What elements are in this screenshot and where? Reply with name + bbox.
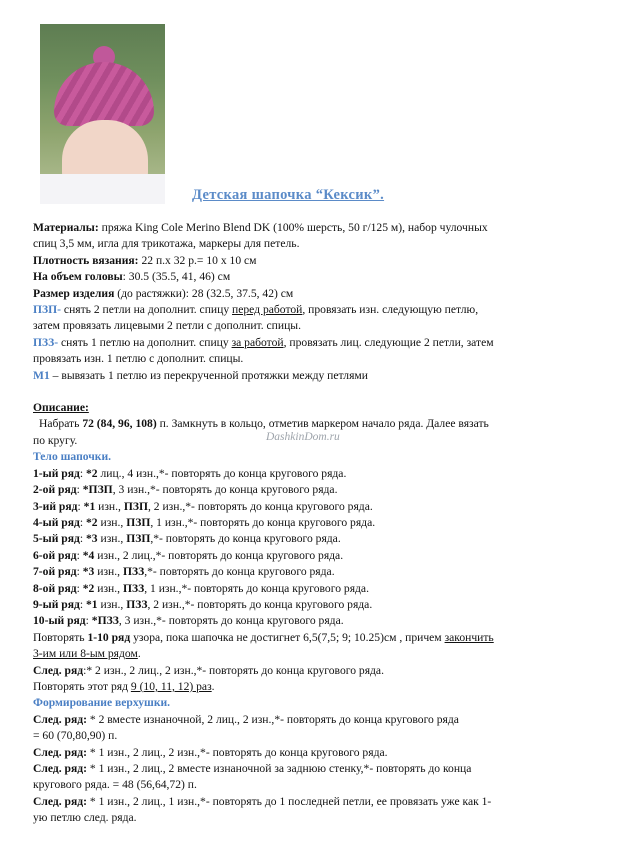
repeat-underline: закончить bbox=[444, 630, 494, 644]
head-text: : 30.5 (35.5, 41, 46) см bbox=[122, 270, 231, 284]
cast-count: 72 (84, 96, 108) bbox=[82, 417, 157, 431]
repeat-times-count: 9 (10, 11, 12) раз bbox=[130, 679, 212, 693]
pattern-text: : bbox=[79, 597, 86, 611]
pattern-stitch: *3 bbox=[82, 565, 95, 579]
pzp-text-2: , провязать изн. следующую петлю, bbox=[302, 303, 479, 317]
watermark: DashkinDom.ru bbox=[266, 431, 340, 443]
pattern-stitch: ПЗП bbox=[126, 515, 151, 529]
repeat-underline-2: 3-им или 8-ым рядом bbox=[33, 647, 138, 661]
pattern-stitch: ПЗЗ bbox=[126, 597, 148, 611]
cast-text-2: п. Замкнуть в кольцо, отметив маркером начало ряда. Далее вязать bbox=[156, 417, 489, 431]
pattern-stitch: *2 bbox=[86, 466, 98, 480]
density-line bbox=[33, 253, 598, 269]
top-row-4-label: След. ряд: bbox=[33, 794, 87, 808]
pattern-text: , 2 изн.,*- повторять до конца кругового ряда. bbox=[147, 597, 373, 611]
top-row-3-label: След. ряд: bbox=[33, 762, 87, 775]
pattern-stitch: *3 bbox=[86, 532, 98, 546]
body-heading: Тело шапочки. bbox=[33, 450, 112, 464]
knitted-hat-shape bbox=[54, 62, 154, 126]
pattern-text: изн., bbox=[97, 532, 127, 546]
pattern-text: : bbox=[76, 548, 83, 562]
top-heading: Формирование верхушки. bbox=[33, 696, 171, 710]
page-title: Детская шапочка “Кексик”. bbox=[192, 187, 385, 203]
pattern-text: изн., bbox=[94, 565, 123, 579]
pattern-row-label: 10-ый ряд bbox=[33, 614, 86, 628]
pattern-text: , 1 изн.,*- повторять до конца кругового ряда. bbox=[150, 515, 376, 529]
pattern-row-label: 3-ий ряд bbox=[33, 499, 78, 513]
top-row-3-text: * 1 изн., 2 лиц., 2 вместе изнаночной за заднюю стенку,*- повторять до конца bbox=[86, 762, 472, 775]
m1-line bbox=[33, 368, 598, 384]
pattern-row-label: 1-ый ряд bbox=[33, 466, 80, 480]
materials-label: Материалы: bbox=[33, 221, 99, 234]
top-row-1-line-2: = 60 (70,80,90) п. bbox=[33, 729, 118, 743]
pattern-text: : bbox=[76, 483, 83, 497]
pattern-stitch: *2 bbox=[86, 515, 98, 529]
pattern-stitch: ПЗЗ bbox=[122, 565, 145, 579]
pattern-text: , 1 изн.,*- повторять до конца кругового ряда. bbox=[144, 581, 369, 595]
next-row-text: :* 2 изн., 2 лиц., 2 изн.,*- повторять до конца кругового ряда. bbox=[83, 663, 384, 677]
description-heading bbox=[33, 400, 598, 416]
pzz-line bbox=[33, 335, 598, 351]
pattern-row bbox=[33, 466, 598, 482]
top-row-2-label: След. ряд: bbox=[33, 745, 87, 759]
description-heading-text: Описание: bbox=[33, 401, 89, 415]
body-rows bbox=[33, 466, 598, 630]
pattern-text: : bbox=[85, 614, 92, 628]
repeat-end: . bbox=[137, 647, 141, 661]
density-text: 22 п.х 32 р.= 10 х 10 см bbox=[138, 253, 257, 267]
pattern-row-label: 7-ой ряд bbox=[33, 565, 77, 579]
repeat-times-line bbox=[33, 679, 598, 695]
repeat-text: Повторять bbox=[33, 630, 88, 644]
pattern-stitch: *1 bbox=[83, 499, 96, 513]
pattern-row bbox=[33, 564, 598, 580]
pattern-row-label: 4-ый ряд bbox=[33, 515, 80, 529]
size-text: (до растяжки): 28 (32.5, 37.5, 42) см bbox=[114, 286, 294, 300]
pattern-row-label: 6-ой ряд bbox=[33, 548, 77, 562]
materials-line-2: спиц 3,5 мм, игла для трикотажа, маркеры для петель. bbox=[33, 237, 300, 251]
pattern-text: изн., bbox=[97, 515, 127, 529]
pattern-row bbox=[33, 597, 598, 613]
top-row-1-label: След. ряд: bbox=[33, 712, 87, 726]
pattern-text: ,*- повторять до конца кругового ряда. bbox=[144, 565, 335, 579]
cast-text: Набрать bbox=[39, 417, 83, 431]
pzz-line-2: провязать изн. 1 петлю с дополнит. спицы. bbox=[33, 352, 244, 366]
pzz-label: ПЗЗ- bbox=[33, 335, 59, 349]
pattern-text: , 2 изн.,*- повторять до конца кругового ряда. bbox=[147, 499, 373, 513]
next-row-label: След. ряд bbox=[33, 663, 84, 677]
pzz-text-2: , провязать лиц. следующие 2 петли, затем bbox=[283, 335, 494, 349]
size-label: Размер изделия bbox=[33, 286, 115, 300]
pattern-row bbox=[33, 531, 598, 547]
pattern-stitch: *ПЗЗ bbox=[91, 614, 119, 628]
pattern-stitch: *1 bbox=[86, 597, 98, 611]
pattern-text: , 3 изн.,*- повторять до конца кругового ряда. bbox=[118, 614, 344, 628]
materials-line bbox=[33, 220, 598, 236]
top-row-4-text: * 1 изн., 2 лиц., 1 изн.,*- повторять до 1 последней петли, ее провязать уже как 1- bbox=[86, 794, 492, 808]
pattern-text: , 3 изн.,*- повторять до конца кругового ряда. bbox=[112, 483, 338, 497]
cast-on-line-2: по кругу. bbox=[33, 433, 78, 447]
top-row-4-line-2: ую петлю след. ряда. bbox=[33, 811, 137, 825]
pattern-text: : bbox=[77, 499, 84, 513]
pzz-text: снять 1 петлю на дополнит. спицу bbox=[58, 335, 232, 349]
head-label: На объем головы bbox=[33, 270, 123, 284]
pattern-row-label: 9-ый ряд bbox=[33, 597, 80, 611]
pattern-row bbox=[33, 581, 598, 597]
top-row-3 bbox=[33, 761, 598, 777]
pattern-row bbox=[33, 482, 598, 498]
pattern-stitch: ПЗЗ bbox=[122, 581, 145, 595]
pattern-text bbox=[33, 220, 598, 827]
top-row-2-text: * 1 изн., 2 лиц., 2 изн.,*- повторять до конца кругового ряда. bbox=[86, 745, 388, 759]
repeat-times-text: Повторять этот ряд bbox=[33, 679, 131, 693]
top-row-1 bbox=[33, 712, 598, 728]
pzp-line bbox=[33, 302, 598, 318]
cast-on-line bbox=[33, 416, 598, 432]
pattern-row bbox=[33, 613, 598, 629]
pattern-text: : bbox=[79, 532, 86, 546]
pzp-underline: перед работой bbox=[232, 303, 303, 317]
head-size-line bbox=[33, 269, 598, 285]
pattern-stitch: ПЗП bbox=[123, 499, 148, 513]
pattern-stitch: *4 bbox=[82, 548, 95, 562]
top-row-1-text: * 2 вместе изнаночной, 2 лиц., 2 изн.,*- повторять до конца кругового ряда bbox=[86, 712, 459, 726]
pattern-text: изн., bbox=[94, 581, 123, 595]
pattern-stitch: ПЗП bbox=[126, 532, 151, 546]
top-row-4 bbox=[33, 794, 598, 810]
pattern-text: изн., bbox=[95, 499, 124, 513]
m1-label: М1 bbox=[33, 368, 50, 382]
next-row-line bbox=[33, 663, 598, 679]
top-row-2 bbox=[33, 745, 598, 761]
repeat-line bbox=[33, 630, 598, 646]
pattern-row bbox=[33, 548, 598, 564]
pattern-stitch: *2 bbox=[82, 581, 95, 595]
density-label: Плотность вязания: bbox=[33, 253, 139, 267]
m1-text: – вывязать 1 петлю из перекрученной протяжки между петлями bbox=[49, 368, 368, 382]
pattern-text: : bbox=[76, 565, 83, 579]
pattern-stitch: *ПЗП bbox=[82, 483, 113, 497]
pattern-text: : bbox=[79, 466, 86, 480]
materials-text: пряжа King Cole Merino Blend DK (100% шерсть, 50 г/125 м), набор чулочных bbox=[98, 221, 488, 234]
pattern-row bbox=[33, 515, 598, 531]
repeat-rows: 1-10 ряд bbox=[87, 630, 131, 644]
pattern-row bbox=[33, 499, 598, 515]
pattern-text: изн., bbox=[97, 597, 127, 611]
baby-photo-icon bbox=[40, 24, 165, 204]
shirt-shape bbox=[40, 174, 165, 204]
pattern-row-label: 5-ый ряд bbox=[33, 532, 80, 546]
pzp-label: ПЗП- bbox=[33, 303, 62, 317]
pzz-underline: за работой bbox=[231, 335, 284, 349]
pattern-text: изн., 2 лиц.,*- повторять до конца кругового ряда. bbox=[94, 548, 344, 562]
item-size-line bbox=[33, 286, 598, 302]
pattern-text: ,*- повторять до конца кругового ряда. bbox=[150, 532, 341, 546]
repeat-line-2 bbox=[33, 646, 598, 662]
pzp-text: снять 2 петли на дополнит. спицу bbox=[61, 303, 233, 317]
pattern-text: лиц., 4 изн.,*- повторять до конца кругового ряда. bbox=[97, 466, 347, 480]
repeat-times-end: . bbox=[211, 679, 215, 693]
pattern-text: : bbox=[76, 581, 83, 595]
pattern-text: : bbox=[79, 515, 86, 529]
top-row-3-line-2: кругового ряда. = 48 (56,64,72) п. bbox=[33, 778, 197, 792]
pzp-line-2: затем провязать лицевыми 2 петли с дополнит. спицы. bbox=[33, 319, 301, 333]
pattern-row-label: 2-ой ряд bbox=[33, 483, 77, 497]
repeat-text-2: узора, пока шапочка не достигнет 6,5(7,5; 9; 10.25)см , причем bbox=[130, 630, 445, 644]
pattern-row-label: 8-ой ряд bbox=[33, 581, 77, 595]
